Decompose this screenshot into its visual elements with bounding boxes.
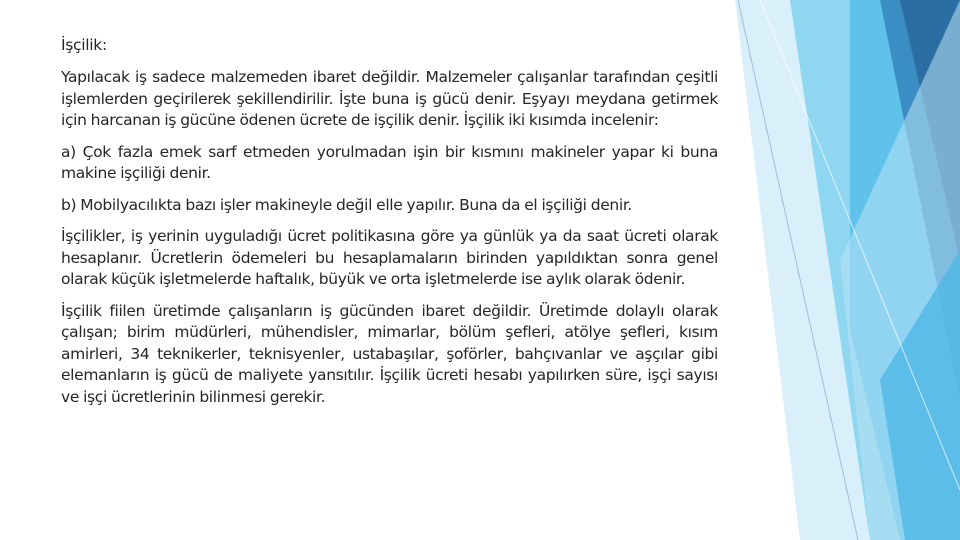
paragraph-wage-calculation: İşçilikler, iş yerinin uyguladığı ücret politikasına göre ya günlük ya da saat ücreti olarak hesaplanır. Ücretlerin ödemeleri bu hesaplamaların birinden yapıldıktan sonra genel olarak küçük işletmelerde haftalık, büyük ve orta işletmelerde ise aylık olarak ödenir. (61, 227, 718, 288)
slide-title: İşçilik: (61, 36, 107, 54)
paragraph-machine-labor: a) Çok fazla emek sarf etmeden yorulmadan işin bir kısmını makineler yapar ki buna makine işçiliği denir. (61, 142, 718, 182)
paragraph-intro: Yapılacak iş sadece malzemeden ibaret değildir. Malzemeler çalışanlar tarafından çeşitli işlemlerden geçirilerek şekillendirilir. İşte buna iş gücü denir. Eşyayı meydana getirmek için harcanan iş gücüne ödenen ücrete de işçilik denir. İşçilik iki kısımda incelenir: (61, 68, 718, 129)
paragraph-indirect-labor: İşçilik fiilen üretimde çalışanların iş gücünden ibaret değildir. Üretimde dolaylı olarak çalışan; birim müdürleri, mühendisler, mimarlar, bölüm şefleri, atölye şefleri, kısım amirleri, 34 teknikerler, teknisyenler, ustabaşılar, şoförler, bahçıvanlar ve aşçılar gibi elemanların iş gücü de maliyete yansıtılır. İşçilik ücreti hesabı yapılırken süre, işçi sayısı ve işçi ücretlerinin bilinmesi gerekir. (61, 301, 718, 406)
slide-content (61, 36, 718, 418)
paragraph-hand-labor: b) Mobilyacılıkta bazı işler makineyle değil elle yapılır. Buna da el işçiliği denir. (61, 195, 632, 214)
